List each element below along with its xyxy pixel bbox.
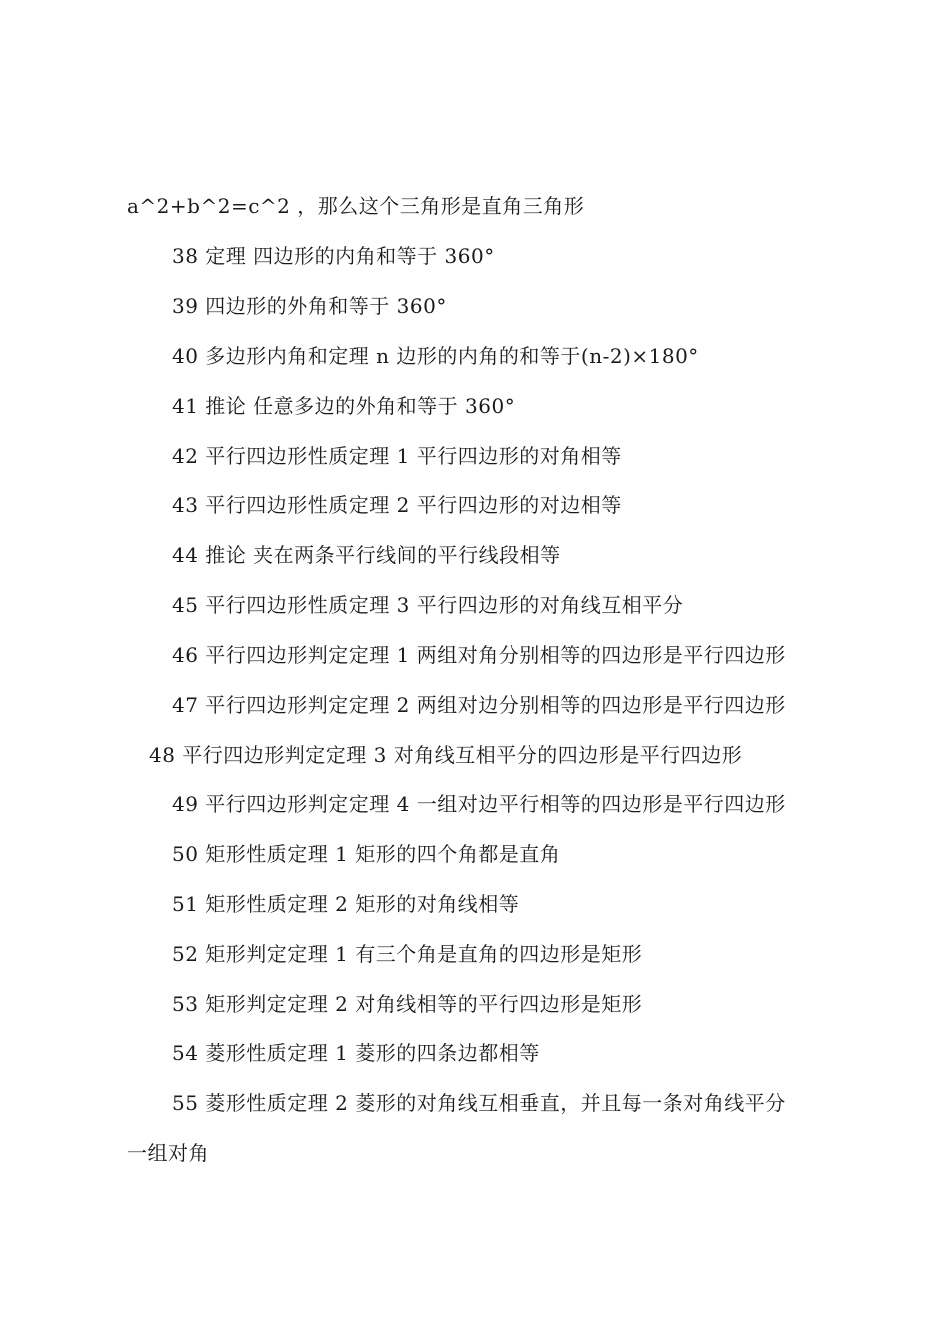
- text-line-46: 46 平行四边形判定定理 1 两组对角分别相等的四边形是平行四边形: [172, 643, 786, 667]
- text-line-41: 41 推论 任意多边的外角和等于 360°: [172, 394, 516, 418]
- text-line-49: 49 平行四边形判定定理 4 一组对边平行相等的四边形是平行四边形: [172, 792, 786, 816]
- text-line-47: 47 平行四边形判定定理 2 两组对边分别相等的四边形是平行四边形: [172, 693, 786, 717]
- text-line-40: 40 多边形内角和定理 n 边形的内角的和等于(n-2)×180°: [172, 344, 699, 368]
- text-line-38: 38 定理 四边形的内角和等于 360°: [172, 244, 495, 268]
- text-line-39: 39 四边形的外角和等于 360°: [172, 294, 447, 318]
- text-line-50: 50 矩形性质定理 1 矩形的四个角都是直角: [172, 842, 561, 866]
- text-line-continuation: a^2+b^2=c^2 ，那么这个三角形是直角三角形: [127, 194, 585, 218]
- text-line-45: 45 平行四边形性质定理 3 平行四边形的对角线互相平分: [172, 593, 684, 617]
- text-line-51: 51 矩形性质定理 2 矩形的对角线相等: [172, 892, 520, 916]
- text-line-48: 48 平行四边形判定定理 3 对角线互相平分的四边形是平行四边形: [149, 743, 743, 767]
- text-line-54: 54 菱形性质定理 1 菱形的四条边都相等: [172, 1041, 540, 1065]
- text-line-42: 42 平行四边形性质定理 1 平行四边形的对角相等: [172, 444, 622, 468]
- text-line-55-continuation: 一组对角: [127, 1141, 209, 1165]
- text-line-43: 43 平行四边形性质定理 2 平行四边形的对边相等: [172, 493, 622, 517]
- text-line-52: 52 矩形判定定理 1 有三个角是直角的四边形是矩形: [172, 942, 643, 966]
- text-line-44: 44 推论 夹在两条平行线间的平行线段相等: [172, 543, 561, 567]
- text-line-55: 55 菱形性质定理 2 菱形的对角线互相垂直，并且每一条对角线平分: [172, 1091, 786, 1115]
- text-line-53: 53 矩形判定定理 2 对角线相等的平行四边形是矩形: [172, 992, 643, 1016]
